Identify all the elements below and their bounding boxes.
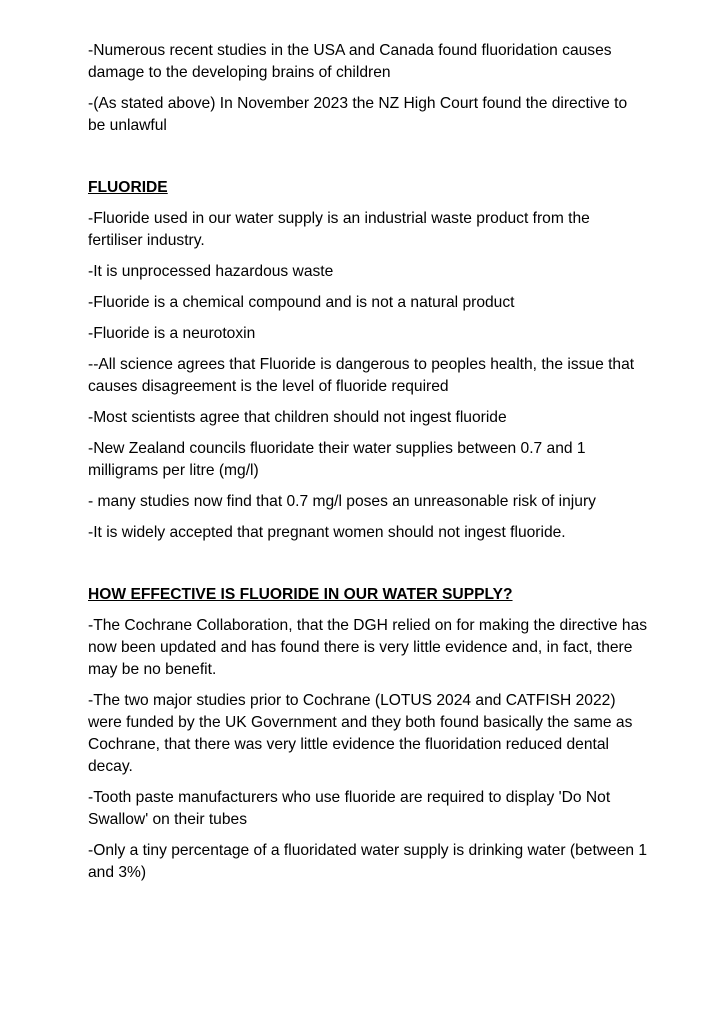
fluoride-paragraph-2: -It is unprocessed hazardous waste bbox=[88, 263, 334, 280]
fluoride-paragraph-4: -Fluoride is a neurotoxin bbox=[88, 325, 256, 342]
fluoride-paragraph-9: -It is widely accepted that pregnant women should not ingest fluoride. bbox=[88, 524, 566, 541]
effectiveness-heading: HOW EFFECTIVE IS FLUORIDE IN OUR WATER SUPPLY? bbox=[88, 586, 513, 603]
fluoride-paragraph-1: -Fluoride used in our water supply is an industrial waste product from the fertiliser industry. bbox=[88, 210, 590, 249]
section-spacer bbox=[88, 553, 648, 584]
fluoride-paragraph-5: --All science agrees that Fluoride is dangerous to peoples health, the issue that causes disagreement is the level of fluoride required bbox=[88, 356, 635, 395]
intro-paragraph-1: -Numerous recent studies in the USA and Canada found fluoridation causes damage to the developing brains of children bbox=[88, 42, 612, 81]
fluoride-paragraph-7: -New Zealand councils fluoridate their water supplies between 0.7 and 1 milligrams per litre (mg/l) bbox=[88, 440, 586, 479]
effectiveness-paragraph-3: -Tooth paste manufacturers who use fluoride are required to display 'Do Not Swallow' on their tubes bbox=[88, 789, 611, 828]
effectiveness-paragraph-4: -Only a tiny percentage of a fluoridated water supply is drinking water (between 1 and 3%) bbox=[88, 842, 648, 881]
effectiveness-paragraph-1: -The Cochrane Collaboration, that the DGH relied on for making the directive has now been updated and has found there is very little evidence and, in fact, there may be no benefit. bbox=[88, 617, 648, 678]
fluoride-paragraph-6: -Most scientists agree that children should not ingest fluoride bbox=[88, 409, 507, 426]
fluoride-paragraph-3: -Fluoride is a chemical compound and is not a natural product bbox=[88, 294, 515, 311]
intro-paragraph-2: -(As stated above) In November 2023 the NZ High Court found the directive to be unlawful bbox=[88, 95, 628, 134]
fluoride-paragraph-8: - many studies now find that 0.7 mg/l poses an unreasonable risk of injury bbox=[88, 493, 596, 510]
document-page bbox=[88, 40, 648, 893]
fluoride-heading: FLUORIDE bbox=[88, 179, 168, 196]
effectiveness-paragraph-2: -The two major studies prior to Cochrane (LOTUS 2024 and CATFISH 2022) were funded by the UK Government and they both found basically the same as Cochrane, that there was very little evidence the fluoridation reduced dental decay. bbox=[88, 692, 633, 775]
section-spacer bbox=[88, 146, 648, 177]
